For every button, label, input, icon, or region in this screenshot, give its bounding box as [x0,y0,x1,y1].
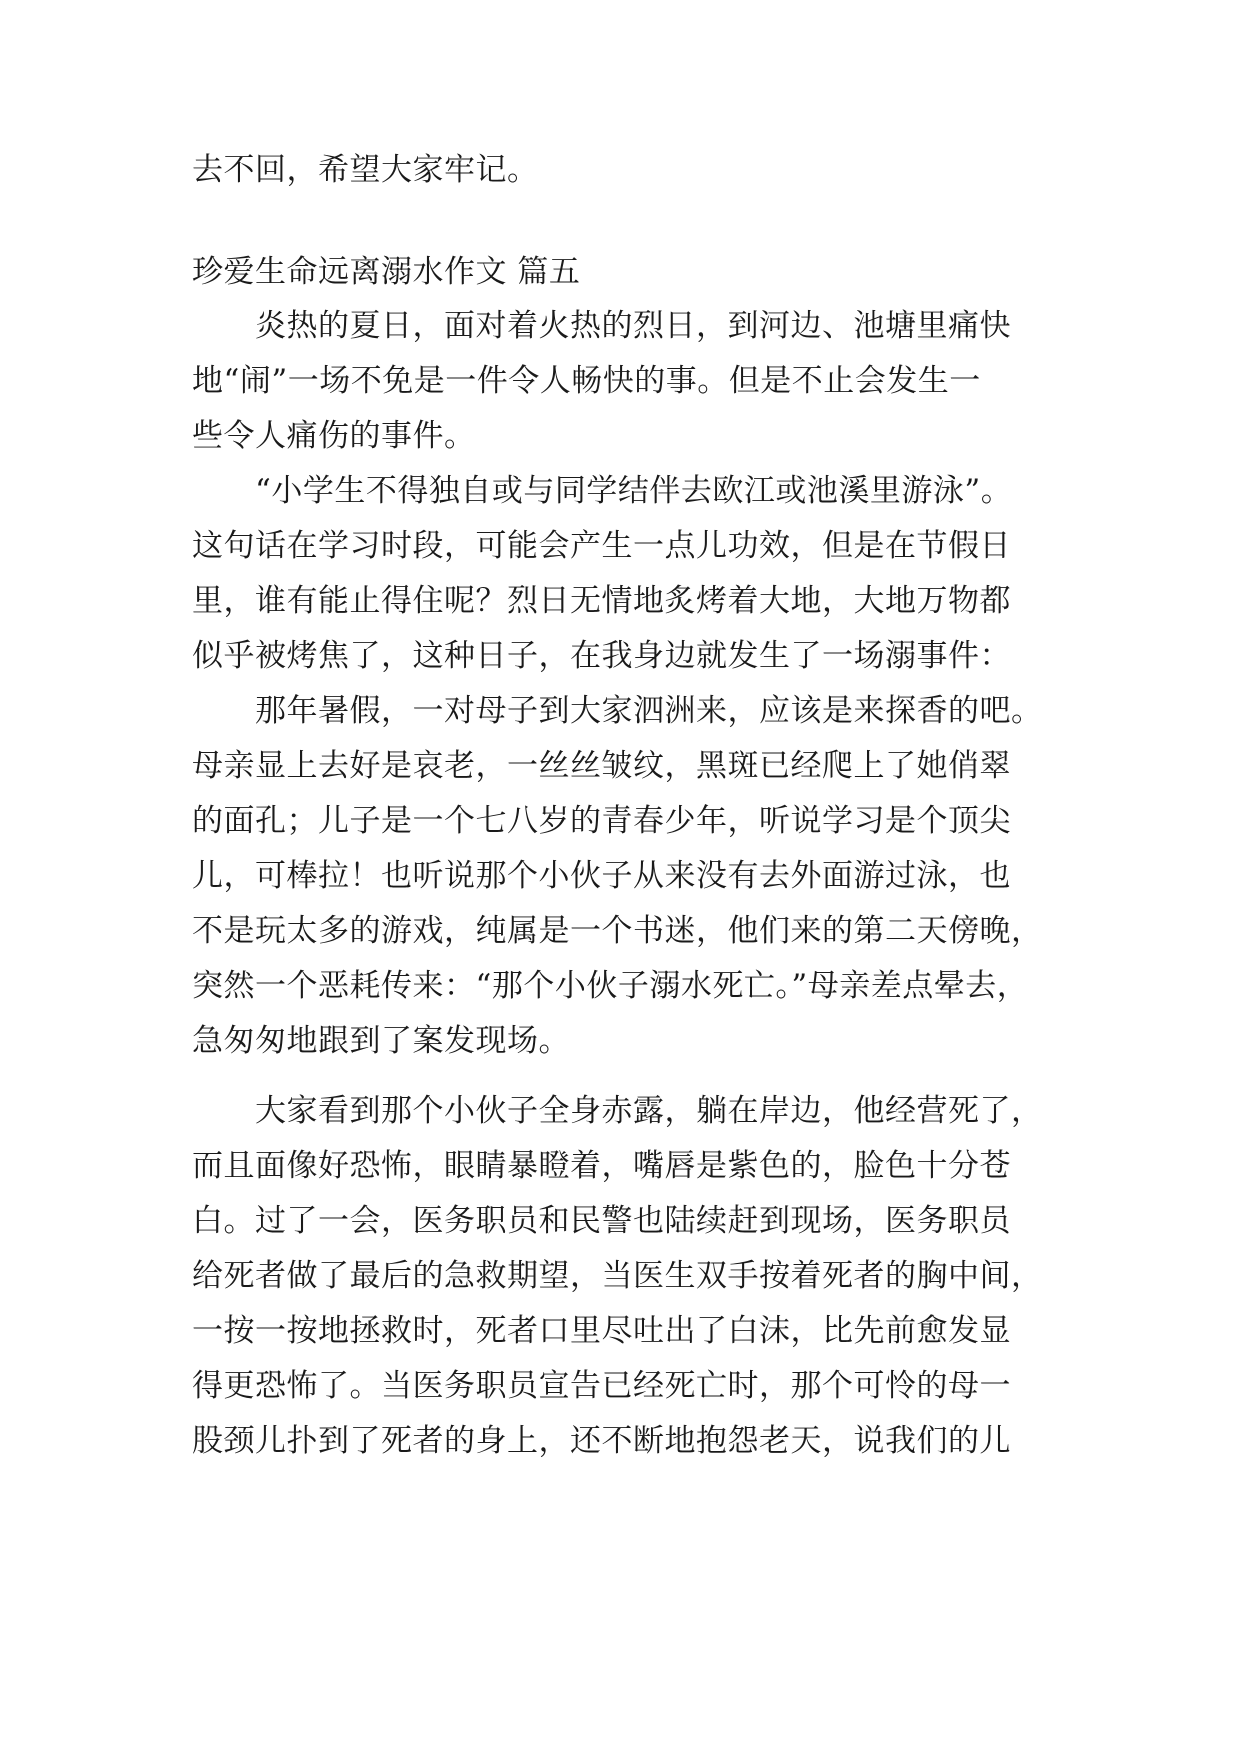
text-line-10: 那年暑假，一对母子到大家泗洲来，应该是来探香的吧。 [192,693,1043,729]
text-line-13: 儿，可棒拉！也听说那个小伙子从来没有去外面游过泳，也 [192,858,1011,894]
text-line-20: 给死者做了最后的急救期望，当医生双手按着死者的胸中间， [192,1258,1043,1294]
text-line-15: 突然一个恶耗传来：“那个小伙子溺水死亡。”母亲差点晕去， [192,968,1029,1004]
text-line-12: 的面孔；儿子是一个七八岁的青春少年，听说学习是个顶尖 [192,803,1011,839]
text-line-9: 似乎被烤焦了，这种日子，在我身边就发生了一场溺事件： [192,638,1011,674]
text-line-23: 股颈儿扑到了死者的身上，还不断地抱怨老天，说我们的儿 [192,1423,1011,1459]
text-line-5: 些令人痛伤的事件。 [192,418,476,454]
text-line-8: 里，谁有能止得住呢？烈日无情地炙烤着大地，大地万物都 [192,583,1011,619]
text-line-16: 急匆匆地跟到了案发现场。 [192,1023,570,1059]
text-line-18: 而且面像好恐怖，眼睛暴瞪着，嘴唇是紫色的，脸色十分苍 [192,1148,1011,1184]
text-line-14: 不是玩太多的游戏，纯属是一个书迷，他们来的第二天傍晚， [192,913,1043,949]
text-line-3: 炎热的夏日，面对着火热的烈日，到河边、池塘里痛快 [192,308,1011,344]
section-heading: 珍爱生命远离溺水作文 篇五 [192,254,581,290]
text-line-21: 一按一按地拯救时，死者口里尽吐出了白沫，比先前愈发显 [192,1313,1011,1349]
text-line-7: 这句话在学习时段，可能会产生一点儿功效，但是在节假日 [192,528,1011,564]
text-line-22: 得更恐怖了。当医务职员宣告已经死亡时，那个可怜的母一 [192,1368,1011,1404]
text-line-19: 白。过了一会，医务职员和民警也陆续赶到现场，医务职员 [192,1203,1011,1239]
text-line-11: 母亲显上去好是哀老，一丝丝皱纹，黑斑已经爬上了她俏翠 [192,748,1011,784]
text-line-6: “小学生不得独自或与同学结伴去欧江或池溪里游泳”。 [192,473,1013,509]
text-line-4: 地“闹”一场不免是一件令人畅快的事。但是不止会发生一 [192,363,981,399]
text-line-17: 大家看到那个小伙子全身赤露，躺在岸边，他经营死了， [192,1093,1043,1129]
text-line-1: 去不回，希望大家牢记。 [192,152,539,188]
